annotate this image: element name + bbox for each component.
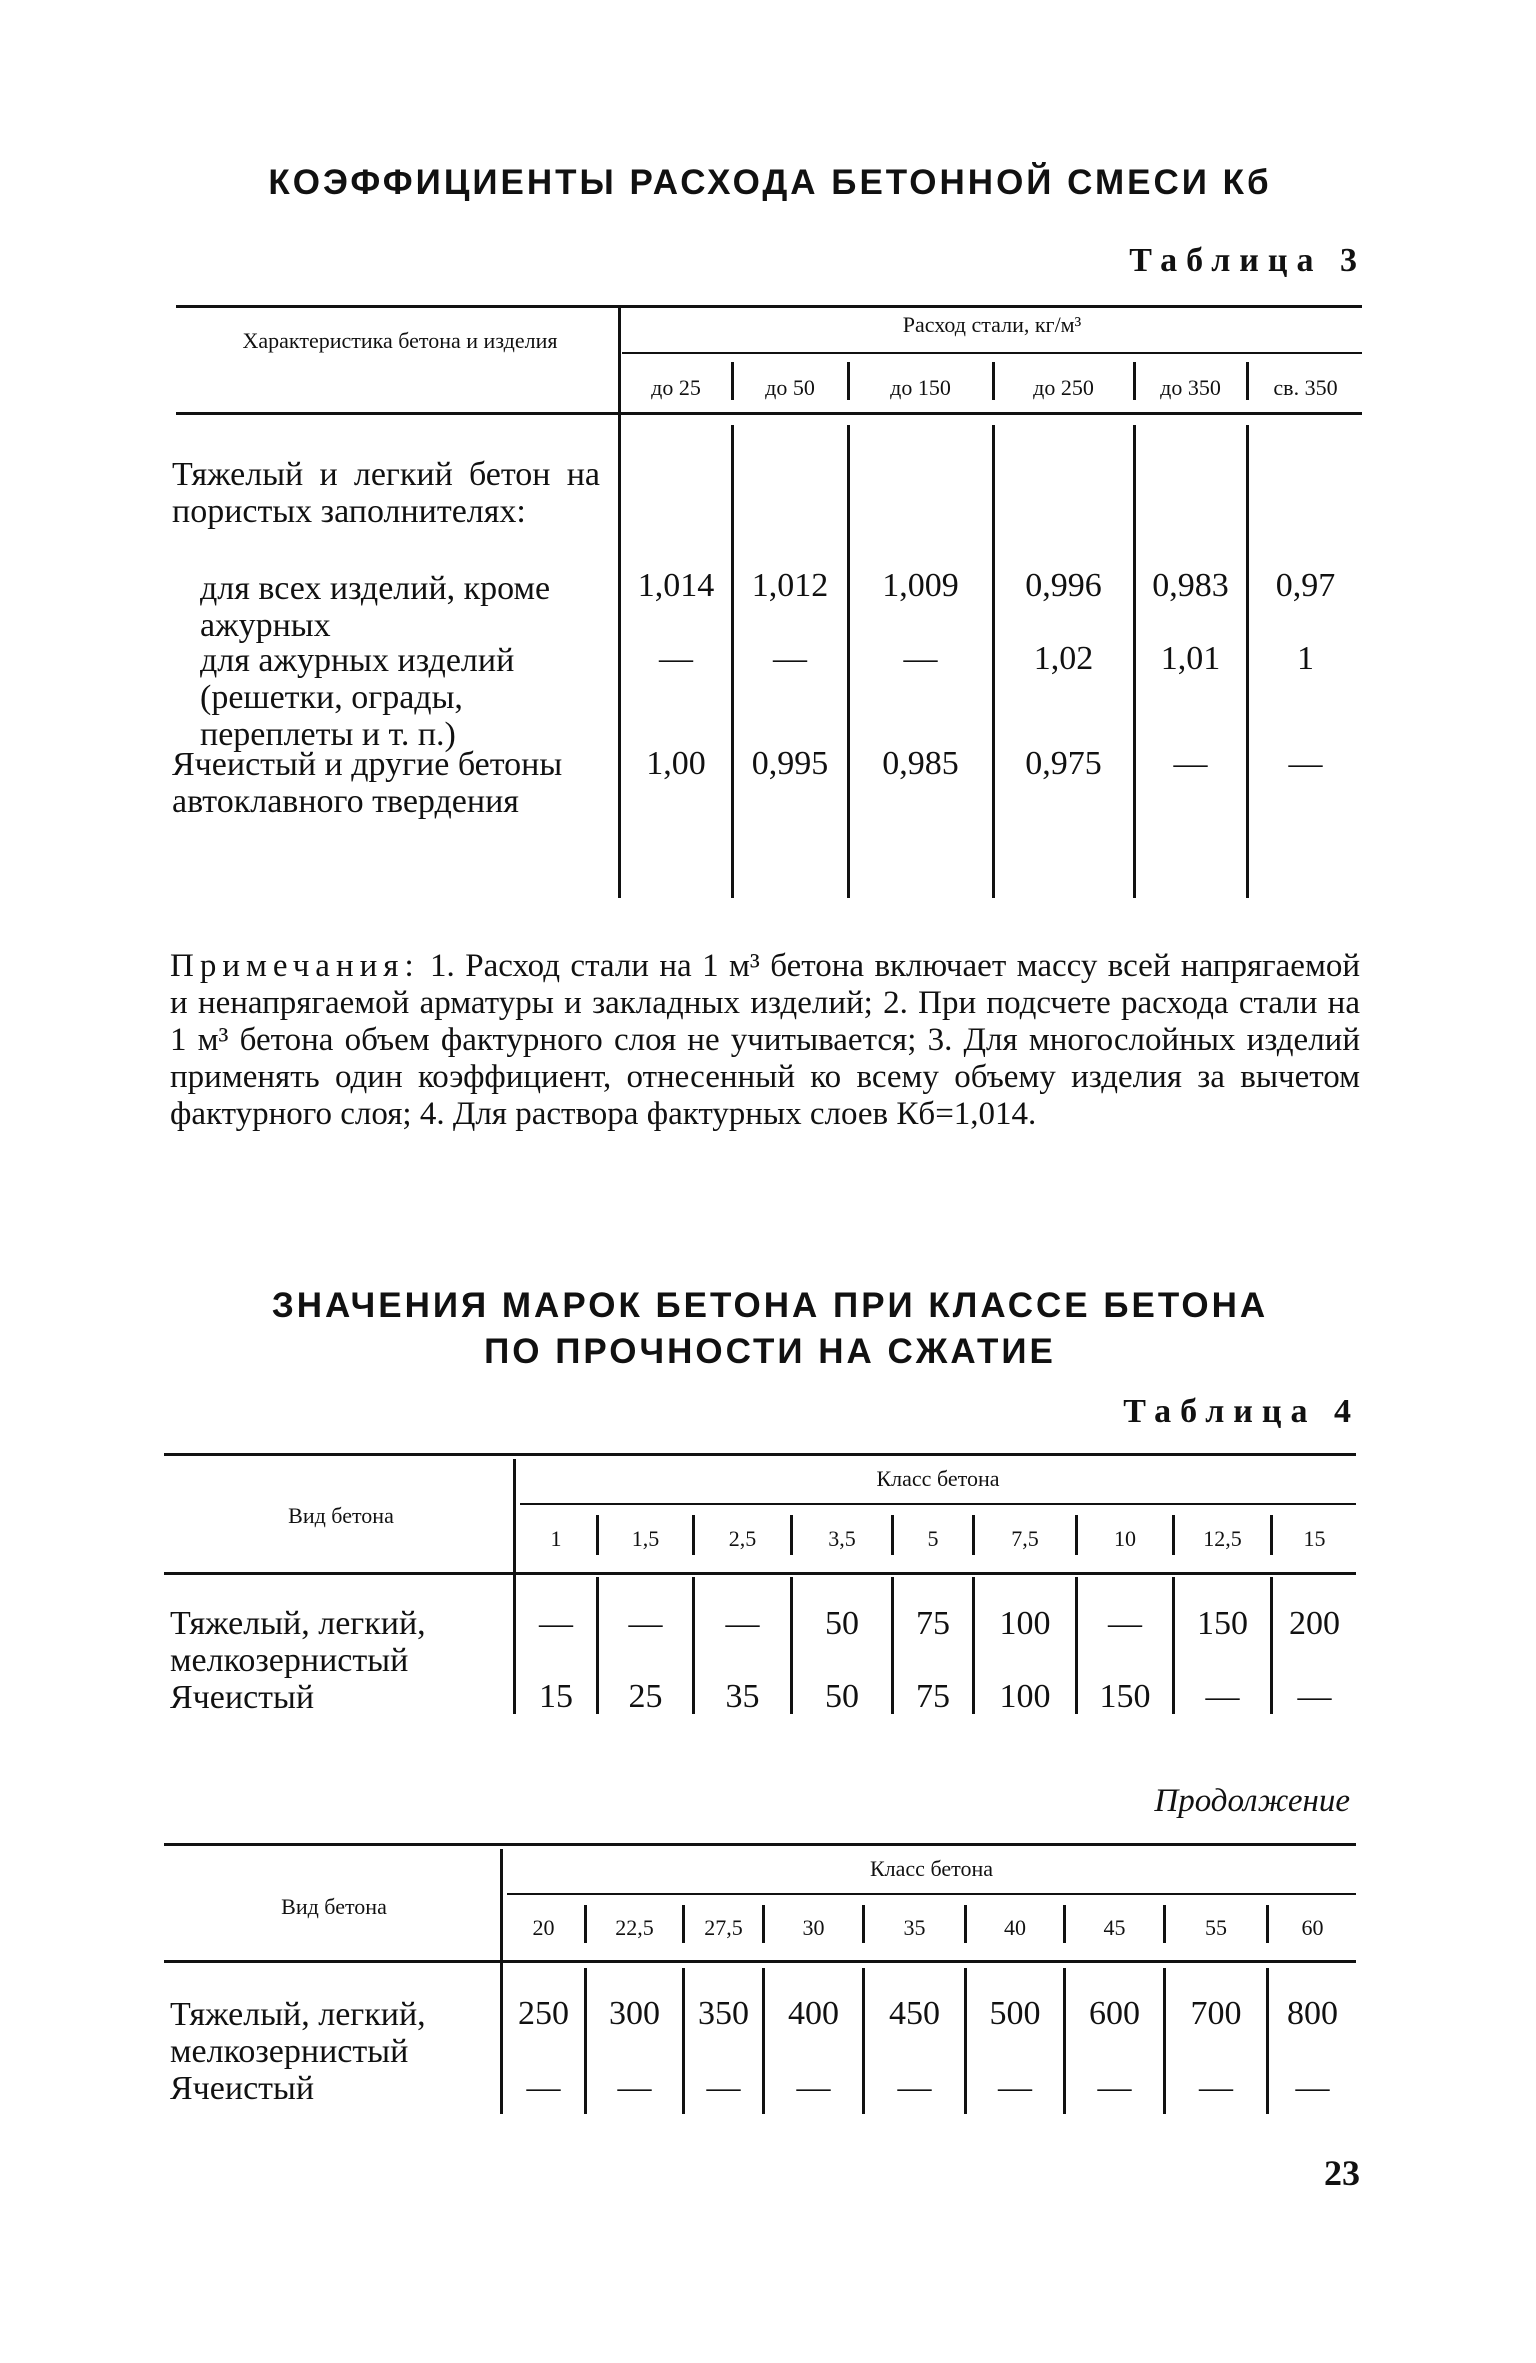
table4-cell: 35: [725, 1678, 760, 1715]
table4b-cell: 700: [1190, 1995, 1242, 2032]
table3-cell: 1,014: [637, 567, 715, 604]
table4-row-label: Ячеистый: [170, 1679, 315, 1716]
table4b-cell: —: [1295, 2069, 1330, 2106]
table3-col-0: до 25: [651, 375, 701, 400]
table3-cell: 0,985: [882, 745, 959, 782]
table4-row-label: Тяжелый, легкий, мелкозернистый: [170, 1605, 426, 1679]
table4-cell: 25: [628, 1678, 663, 1715]
table4-cell: 200: [1289, 1605, 1340, 1642]
page-number: 23: [1324, 2153, 1360, 2193]
table4b-cell: —: [796, 2069, 831, 2106]
table3-title: КОЭФФИЦИЕНТЫ РАСХОДА БЕТОННОЙ СМЕСИ Кб: [268, 163, 1272, 202]
table4-col-0: 1: [550, 1526, 562, 1551]
table4b-cell: —: [897, 2069, 932, 2106]
table3-group-label: Тяжелый и легкий бетон на пористых заполнителях:: [172, 456, 600, 530]
table4b-col-8: 60: [1301, 1915, 1324, 1940]
table4-cell: —: [628, 1605, 663, 1642]
table4b-cell: —: [526, 2069, 561, 2106]
table4-title-line1: ЗНАЧЕНИЯ МАРОК БЕТОНА ПРИ КЛАССЕ БЕТОНА: [271, 1286, 1269, 1325]
table4-col-3: 3,5: [828, 1526, 856, 1551]
table3-row-label: для всех изделий, кроме ажурных: [200, 570, 551, 644]
table4b-group-header: Класс бетона: [870, 1856, 993, 1881]
table4b-col-6: 45: [1103, 1915, 1126, 1940]
table4b-cell: —: [998, 2069, 1032, 2106]
table4-col-4: 5: [927, 1526, 939, 1551]
table4-col-6: 10: [1114, 1526, 1136, 1551]
table4b-col-0: 20: [532, 1915, 555, 1940]
table4b-col-4: 35: [903, 1915, 926, 1940]
table4b-row-label: Тяжелый, легкий, мелкозернистый: [170, 1996, 426, 2070]
table3-col-1: до 50: [765, 375, 815, 400]
table4-cell: 75: [916, 1678, 950, 1715]
table3-cell: —: [1288, 745, 1323, 782]
table4-cell: —: [725, 1605, 760, 1642]
table4-cell: 15: [539, 1678, 573, 1715]
table4-col-5: 7,5: [1011, 1526, 1039, 1551]
table3-cell: 0,97: [1275, 567, 1336, 604]
table3-cell: 1,01: [1160, 640, 1221, 677]
table4-cell: —: [1205, 1678, 1240, 1715]
table4-group-header: Класс бетона: [876, 1466, 1000, 1491]
table3-cell: 1: [1297, 640, 1314, 677]
table4-row-header: Вид бетона: [288, 1503, 394, 1528]
table4b-cell: 400: [788, 1995, 839, 2032]
table4-cell: 100: [999, 1678, 1051, 1715]
table4b-cell: —: [1097, 2069, 1132, 2106]
table4b-row-header: Вид бетона: [281, 1894, 387, 1919]
table3-cell: 0,995: [751, 745, 829, 782]
table3-group-header: Расход стали, кг/м³: [902, 312, 1082, 337]
table3-cell: —: [659, 640, 693, 677]
continuation-label: Продолжение: [1154, 1783, 1350, 1819]
table4b-cell: 500: [989, 1995, 1041, 2032]
table3-cell: —: [1173, 745, 1208, 782]
table4b-col-1: 22,5: [615, 1915, 654, 1940]
table4b-cell: —: [706, 2069, 741, 2106]
table4b-col-3: 30: [802, 1915, 825, 1940]
table4-title-line2: ПО ПРОЧНОСТИ НА СЖАТИЕ: [484, 1332, 1056, 1371]
table4b-cell: 250: [518, 1995, 569, 2032]
table3-col-4: до 350: [1160, 375, 1221, 400]
table4-cell: 100: [999, 1605, 1051, 1642]
table3-col-3: до 250: [1033, 375, 1094, 400]
table3-cell: —: [773, 640, 807, 677]
table3-cell: 0,975: [1025, 745, 1102, 782]
table4b-col-5: 40: [1004, 1915, 1026, 1940]
table4-col-2: 2,5: [728, 1526, 757, 1551]
table4b-cell: —: [617, 2069, 652, 2106]
table3-row-label: Ячеистый и другие бетоны автоклавного твердения: [172, 746, 563, 820]
table3-cell: 0,996: [1025, 567, 1102, 604]
table3-row-header: Характеристика бетона и изделия: [242, 328, 558, 353]
notes: [170, 948, 1360, 1133]
notes-text: 1. Расход стали на 1 м³ бетона включает массу всей напрягаемой и ненапрягаемой арматуры и закладных изделий; 2. При подсчете расхода стали на 1 м³ бетона объем фактурного слоя не учитывается; 3. Для многослойных изделий применять один коэффициент, отнесенный ко всему объему изделия за вычетом фактурного слоя; 4. Для раствора фактурных слоев Кб=1,014.: [170, 948, 1360, 1132]
table4-cell: 50: [825, 1678, 859, 1715]
table3-cell: 1,02: [1033, 640, 1094, 677]
table4b-cell: 800: [1287, 1995, 1338, 2032]
table3-cell: 0,983: [1152, 567, 1229, 604]
table4b-cell: —: [1199, 2069, 1233, 2106]
table4-cell: —: [539, 1605, 573, 1642]
table3-row-label: для ажурных изделий (решетки, ограды, переплеты и т. п.): [200, 642, 515, 753]
table4b-cell: 350: [698, 1995, 749, 2032]
table3-cell: 1,00: [646, 745, 706, 782]
table3-label: Таблица 3: [1129, 242, 1366, 279]
table3-cell: 1,012: [751, 567, 829, 604]
notes-lead: Примечания:: [170, 948, 420, 984]
table4b-cell: 300: [609, 1995, 660, 2032]
table4-col-7: 12,5: [1203, 1526, 1242, 1551]
table4-col-8: 15: [1303, 1526, 1326, 1551]
table4-cell: 50: [825, 1605, 859, 1642]
table4b-col-2: 27,5: [704, 1915, 743, 1940]
table4-cell: 150: [1197, 1605, 1248, 1642]
table4-cell: —: [1108, 1605, 1142, 1642]
table3-col-5: св. 350: [1273, 375, 1338, 400]
table3-cell: 1,009: [882, 567, 959, 604]
table4b-row-label: Ячеистый: [170, 2070, 315, 2107]
table4-label: Таблица 4: [1123, 1393, 1360, 1430]
table3-cell: —: [903, 640, 938, 677]
table4-cell: —: [1297, 1678, 1332, 1715]
table4b-cell: 600: [1089, 1995, 1140, 2032]
table4-cell: 150: [1099, 1678, 1151, 1715]
table4b-col-7: 55: [1205, 1915, 1227, 1940]
table4-cell: 75: [916, 1605, 950, 1642]
table3-col-2: до 150: [890, 375, 951, 400]
table4-col-1: 1,5: [631, 1526, 660, 1551]
table4b-cell: 450: [889, 1995, 940, 2032]
